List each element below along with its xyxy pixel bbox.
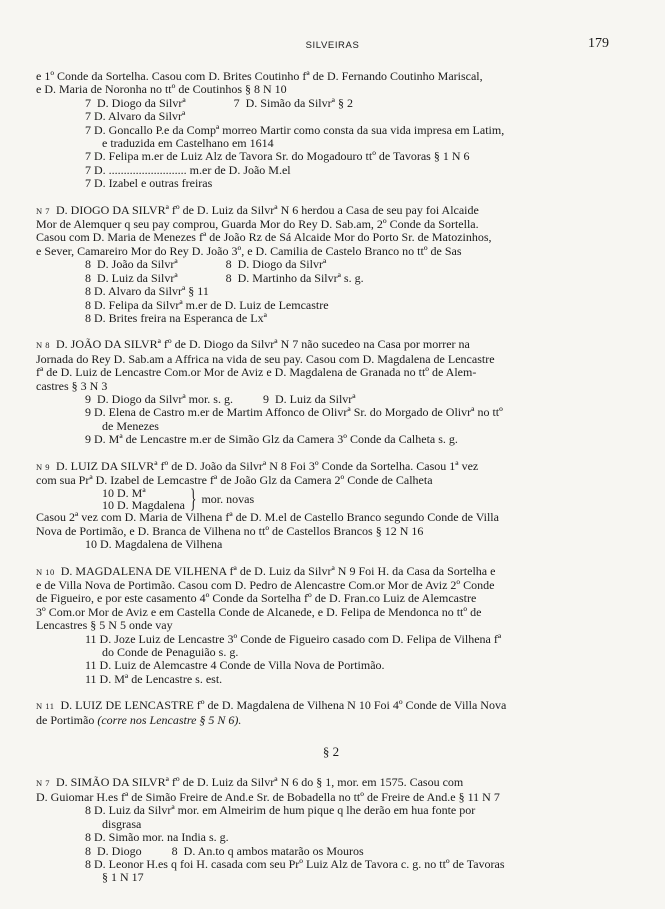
entry-paragraph — [36, 460, 626, 474]
generation-marker: N 7 — [36, 205, 51, 216]
entry-paragraph — [36, 565, 626, 579]
generation-marker: N 11 — [36, 701, 55, 712]
text-line: e Sever, Camareiro Mor do Rey D. João 3º, e D. Camilia de Castelo Branco no ttº de Sas — [36, 243, 462, 258]
brace-icon: } — [190, 484, 197, 514]
text-line — [36, 714, 626, 727]
text-line: Nova de Portimão, e D. Branca de Vilhena no ttº de Castellos Brancos § 12 N 16 — [36, 523, 424, 538]
text-line: Casou 2ª vez com D. Maria de Vilhena fª de D. M.el de Castello Branco segundo Conde de Villa — [36, 510, 499, 525]
child-entry: 11 D. Joze Luiz de Lencastre 3º Conde de Figueiro casado com D. Felipa de Vilhena fª — [85, 631, 502, 646]
child-entry: 11 D. Luiz de Alemcastre 4 Conde de Villa Nova de Portimão. — [85, 658, 385, 673]
child-entry: 8 D. Felipa da Silvrª m.er de D. Luiz de Lemcastre — [85, 297, 329, 312]
child-entry: 9 D. Mª de Lencastre m.er de Simão Glz da Camera 3º Conde da Calheta s. g. — [85, 432, 458, 447]
child-entry: 7 D. Izabel e outras freiras — [85, 176, 213, 191]
child-entry: 8 D. Leonor H.es q foi H. casada com seu Prº Luiz Alz de Tavora c. g. no ttº de Tavoras — [85, 856, 505, 871]
text-line: Casou com D. Maria de Menezes fª de João Rz de Sá Alcaide Mor do Porto Sr. de Matozinhos, — [36, 230, 492, 245]
running-header-title: SILVEIRAS — [305, 40, 360, 51]
text-line: D. JOÃO DA SILVRª fº de D. Diogo da Silvrª N 7 não sucedeo na Casa por morrer na — [56, 337, 470, 352]
generation-marker: N 8 — [36, 340, 51, 351]
text-line: 3º Com.or Mor de Aviz e em Castella Conde de Alcanede, e D. Felipa de Mendonca no ttº de — [36, 604, 482, 619]
child-entry: 9 D. Elena de Castro m.er de Martim Affonco de Olivrª Sr. do Morgado de Olivrª no ttº — [85, 405, 503, 420]
brace-group — [36, 484, 626, 514]
text-line: D. SIMÃO DA SILVRª fº de D. Luiz da Silvrª N 6 do § 1, mor. em 1575. Casou com — [56, 775, 464, 790]
child-entry: 8 D. Alvaro da Silvrª § 11 — [85, 284, 209, 299]
text-line: e 1º Conde da Sortelha. Casou com D. Brites Coutinho fª de D. Fernando Coutinho Mariscal, — [36, 69, 483, 83]
child-entry-continuation: de Menezes — [102, 418, 159, 433]
text-segment: de Portimão — [36, 712, 98, 727]
child-entry: 7 D. Diogo da Silvrª 7 D. Simão da Silvrª § 2 — [85, 95, 353, 110]
text-line: D. LUIZ DE LENCASTRE fº de D. Magdalena de Vilhena N 10 Foi 4º Conde de Villa Nova — [60, 698, 507, 713]
child-entry: 10 D. Mª — [102, 486, 146, 501]
generation-marker: N 7 — [36, 778, 51, 789]
text-line: D. DIOGO DA SILVRª fº de D. Luiz da Silvrª N 6 herdou a Casa de seu pay foi Alcaide — [56, 202, 479, 217]
entry-paragraph — [36, 338, 626, 352]
entry-paragraph — [36, 776, 626, 790]
text-line: Mor de Alemquer q seu pay comprou, Guarda Mor do Rey D. Sab.am, 2º Conde da Sortella. — [36, 217, 479, 232]
italic-reference: (corre nos Lencastre § 5 N 6). — [97, 712, 242, 727]
child-entry: 8 D. Luiz da Silvrª mor. em Almeirim de hum pique q lhe derão em hua fonte por — [85, 803, 476, 818]
child-entry: 7 D. Goncallo P.e da Compª morreo Martir como consta da sua vida impresa em Latim, — [85, 122, 505, 137]
child-entry: 9 D. Diogo da Silvrª mor. s. g. 9 D. Luiz da Silvrª — [85, 391, 356, 406]
text-line: D. MAGDALENA DE VILHENA fª de D. Luiz da Silvrª N 9 Foi H. da Casa da Sortelha e — [60, 563, 496, 578]
child-entry: 7 D. .......................... m.er de D. João M.el — [85, 162, 291, 177]
generation-marker: N 9 — [36, 461, 51, 472]
child-entry-continuation: do Conde de Penaguião s. g. — [102, 645, 239, 660]
child-entry: 8 D. Simão mor. na India s. g. — [85, 830, 229, 845]
child-entry: 8 D. Luiz da Silvrª 8 D. Martinho da Silvrª s. g. — [85, 270, 364, 285]
text-line: D. LUIZ DA SILVRª fº de D. João da Silvrª N 8 Foi 3º Conde da Sortelha. Casou 1ª vez — [56, 458, 479, 473]
text-line: castres § 3 N 3 — [36, 378, 108, 393]
text-line: fª de D. Luiz de Lencastre Com.or Mor de Aviz e D. Magdalena de Granada no ttº de Alem- — [36, 365, 477, 380]
child-entry: 8 D. Diogo 8 D. An.to q ambos matarão os Mouros — [85, 843, 364, 858]
text-line: Lencastres § 5 N 5 onde vay — [36, 618, 173, 633]
child-entry: 7 D. Alvaro da Silvrª — [85, 109, 186, 124]
child-entry-continuation: e traduzida em Castelhano em 1614 — [102, 136, 274, 151]
page-number: 179 — [588, 36, 609, 51]
text-line: D. Guiomar H.es fª de Simão Freire de And.e Sr. de Bobadella no ttº de Freire de And.e § 11 N 7 — [36, 789, 500, 804]
text-line: Jornada do Rey D. Sab.am a Affrica na vida de seu pay. Casou com D. Magdalena de Lencastre — [36, 351, 495, 366]
generation-marker: N 10 — [36, 566, 55, 577]
page-body — [36, 70, 626, 885]
text-line: e D. Maria de Noronha no ttº de Coutinhos § 8 N 10 — [36, 82, 287, 97]
child-entry: 10 D. Magdalena de Vilhena — [85, 537, 223, 552]
section-heading: § 2 — [322, 744, 340, 760]
child-entry: 11 D. Mª de Lencastre s. est. — [85, 671, 223, 686]
child-entry: 8 D. Brites freira na Esperanca de Lxª — [85, 310, 267, 325]
child-entry: 10 D. Magdalena — [102, 498, 185, 513]
brace-note: mor. novas — [201, 491, 255, 506]
child-entry: 7 D. Felipa m.er de Luiz Alz de Tavora Sr. do Mogadouro ttº de Tavoras § 1 N 6 — [85, 149, 470, 164]
text-line: com sua Prª D. Izabel de Lemcastre fª de João Glz da Camera 2º Conde de Calheta — [36, 472, 433, 487]
child-entry-continuation: disgrasa — [102, 816, 142, 831]
text-line: de Figueiro, e por este casamento 4º Conde da Sortelha fº de D. Fran.co Luiz de Alemcastre — [36, 591, 477, 606]
child-entry: 8 D. João da Silvrª 8 D. Diogo da Silvrª — [85, 257, 327, 272]
entry-paragraph — [36, 204, 626, 218]
entry-paragraph — [36, 699, 626, 713]
text-line: e de Villa Nova de Portimão. Casou com D. Pedro de Alencastre Com.or Mor de Aviz 2º Conde — [36, 578, 495, 592]
child-entry-continuation: § 1 N 17 — [102, 870, 144, 885]
